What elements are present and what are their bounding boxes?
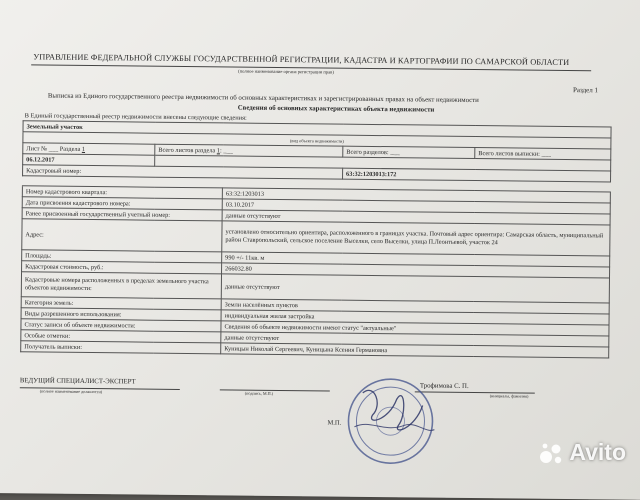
- extract-date: 06.12.2017: [23, 154, 155, 166]
- avito-watermark-text: Avito: [569, 439, 626, 465]
- org-caption: (полное наименование органа регистрации прав): [238, 68, 334, 75]
- signer-role-caption: (полное наименование должности): [39, 388, 103, 395]
- total-extract-sheets-label: Всего листов выписки:: [478, 149, 540, 158]
- row-value: Сведения об объекте недвижимости имеют статус "актуальные": [221, 321, 609, 336]
- row-label: Дата присвоения кадастрового номера:: [22, 197, 222, 210]
- object-type: Земельный участок: [23, 121, 611, 138]
- total-section-sheets-suffix: : ___: [219, 146, 233, 155]
- extract-subtitle: Сведения об основных характеристиках объекта недвижимости: [237, 104, 435, 114]
- row-label: Особые отметки:: [21, 330, 221, 343]
- avito-logo-icon: [538, 440, 564, 466]
- row-value: установлено относительно ориентира, расположенного в границах участка. Почтовый адрес ориентира: Самарская область, муниципальный район Ставропольский, сельское поселение Выселки, село Выселки, улица П.Леонтьевой, участок 24: [222, 221, 610, 256]
- row-label: Получатель выписки:: [21, 341, 221, 354]
- row-value: данные отсутствуют: [221, 332, 609, 347]
- sheet-label: Лист №: [26, 144, 48, 153]
- row-value: 03.10.2017: [222, 199, 610, 214]
- row-label: Виды разрешенного использования:: [21, 308, 221, 321]
- row-label: Кадастровая стоимость, руб.:: [22, 261, 222, 274]
- row-value: 266032.80: [222, 263, 610, 278]
- row-label: Кадастровые номера расположенных в пределах земельного участка объектов недвижимости:: [21, 272, 221, 299]
- object-type-caption: (вид объекта недвижимости): [23, 132, 611, 149]
- registry-organization-name: УПРАВЛЕНИЕ ФЕДЕРАЛЬНОЙ СЛУЖБЫ ГОСУДАРСТВЕННОЙ РЕГИСТРАЦИИ, КАДАСТРА И КАРТОГРАФИИ ПО САМАРСКОЙ ОБЛАСТИ: [33, 52, 570, 68]
- row-label: Статус записи об объекте недвижимости:: [21, 319, 221, 332]
- avito-watermark: [538, 439, 626, 466]
- row-label: Ранее присвоенный государственный учетный номер:: [22, 208, 222, 221]
- signer-name-caption: (инициалы, фамилия): [489, 393, 529, 399]
- intro-text: В Единый государственный реестр недвижимости внесены следующие сведения:: [24, 112, 247, 122]
- total-section-sheets-label: Всего листов раздела: [158, 146, 216, 154]
- row-label: Номер кадастрового квартала:: [22, 186, 222, 199]
- seal-label: М.П.: [327, 419, 342, 427]
- signature-block: [20, 373, 608, 419]
- total-extract-sheets-value: ___: [541, 150, 551, 158]
- cadastral-number-value: 63:32:1203013:172: [343, 168, 611, 182]
- signer-role: ВЕДУЩИЙ СПЕЦИАЛИСТ-ЭКСПЕРТ: [19, 377, 136, 386]
- section-label: Раздел 1: [572, 86, 599, 95]
- section-no-label: Раздела: [59, 145, 81, 153]
- row-value: Земли населённых пунктов: [221, 299, 609, 314]
- total-sections-label: Всего разделов:: [346, 148, 389, 156]
- extract-title: Выписка из Единого государственного реестра недвижимости об основных характеристиках и зарегистрированных правах на объект недвижимости: [47, 92, 479, 105]
- section-no-value: 1: [81, 145, 86, 153]
- row-value: Куницын Николай Сергеевич, Куницына Ксения Германовна: [221, 343, 609, 358]
- cadastral-number-label: Кадастровый номер:: [23, 165, 343, 179]
- sheet-value: ___: [48, 145, 59, 153]
- row-label: Площадь:: [22, 250, 222, 263]
- signature-caption: (подпись, М.П.): [244, 390, 274, 396]
- official-seal-stamp: [344, 375, 437, 468]
- row-label: Категория земель:: [21, 297, 221, 310]
- row-value: 990 +/- 11кв. м: [222, 252, 610, 267]
- row-label: Адрес:: [22, 219, 222, 252]
- signer-name: Трофимова С. П.: [419, 382, 469, 390]
- total-sections-value: ___: [390, 148, 400, 156]
- row-value: индивидуальная жилая застройка: [221, 310, 609, 325]
- total-section-sheets-value: 1: [216, 146, 221, 154]
- row-value: 63:32:1203013: [222, 188, 610, 203]
- row-value: данные отсутствуют: [222, 210, 610, 225]
- property-details-table: [20, 120, 611, 358]
- row-value: данные отсутствуют: [221, 274, 609, 303]
